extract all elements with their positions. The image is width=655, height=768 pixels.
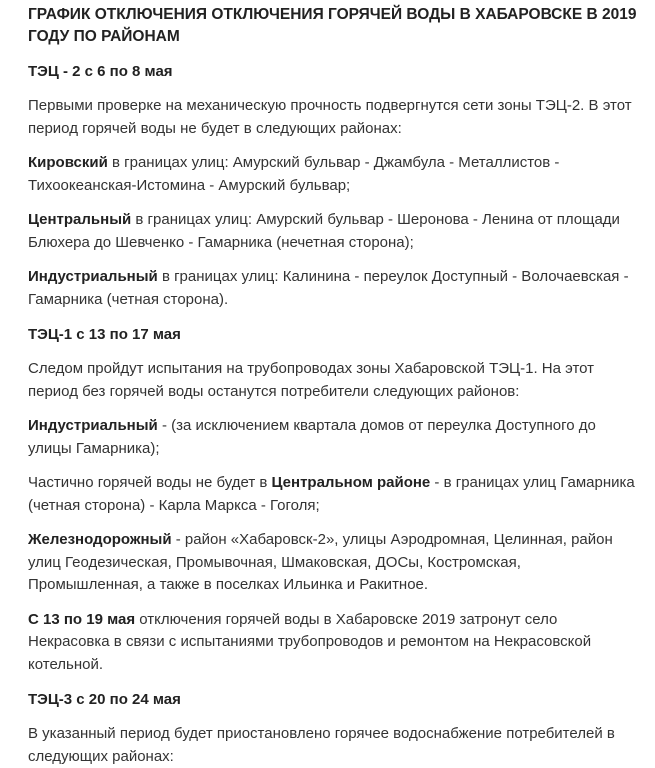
paragraph-industrial bbox=[28, 266, 637, 311]
paragraph-central-partial bbox=[28, 472, 637, 517]
section-heading-tec2: ТЭЦ - 2 с 6 по 8 мая bbox=[28, 63, 173, 80]
paragraph-kirov bbox=[28, 152, 637, 197]
district-kirov-text: в границах улиц: Амурский бульвар - Джамбула - Металлистов - Тихоокеанская-Истомина - Амурский бульвар; bbox=[28, 154, 560, 194]
section-heading-tec3: ТЭЦ-3 с 20 по 24 мая bbox=[28, 691, 181, 708]
district-kirov: Кировский bbox=[28, 154, 108, 171]
section-heading-tec1: ТЭЦ-1 с 13 по 17 мая bbox=[28, 326, 181, 343]
district-railway: Железнодорожный bbox=[28, 531, 172, 548]
district-industrial-text: в границах улиц: Калинина - переулок Доступный - Волочаевская - Гамарника (четная сторона). bbox=[28, 268, 629, 308]
central-partial-text: - в границах улиц Гамарника (четная сторона) - Карла Маркса - Гоголя; bbox=[28, 474, 635, 514]
nekrasovka-dates: С 13 по 19 мая bbox=[28, 610, 136, 628]
paragraph-nekrasovka bbox=[28, 609, 637, 677]
paragraph-tec3-intro: В указанный период будет приостановлено горячее водоснабжение потребителей в следующих районах: bbox=[28, 725, 615, 765]
district-railway-text: - район «Хабаровск-2», улицы Аэродромная, Целинная, район улиц Геодезическая, Промывочная, Шмаковская, ДОСы, Костромская, Промышленная, а также в поселках Ильинка и Ракитное. bbox=[28, 531, 613, 593]
paragraph-industrial-2 bbox=[28, 415, 637, 460]
central-partial-pre: Частично горячей воды не будет в bbox=[28, 474, 272, 491]
district-industrial-2-text: - (за исключением квартала домов от переулка Доступного до улицы Гамарника); bbox=[28, 417, 596, 457]
paragraph-railway bbox=[28, 529, 637, 597]
page-title: ГРАФИК ОТКЛЮЧЕНИЯ ОТКЛЮЧЕНИЯ ГОРЯЧЕЙ ВОДЫ В ХАБАРОВСКЕ В 2019 ГОДУ ПО РАЙОНАМ bbox=[28, 6, 637, 45]
district-industrial: Индустриальный bbox=[28, 268, 158, 285]
paragraph-central bbox=[28, 209, 637, 254]
district-central-text: в границах улиц: Амурский бульвар - Шеронова - Ленина от площади Блюхера до Шевченко - Гамарника (нечетная сторона); bbox=[28, 211, 620, 251]
district-industrial-2: Индустриальный bbox=[28, 417, 158, 434]
paragraph-tec2-intro: Первыми проверке на механическую прочность подвергнутся сети зоны ТЭЦ-2. В этот период горячей воды не будет в следующих районах: bbox=[28, 97, 632, 137]
district-central: Центральный bbox=[28, 211, 132, 228]
district-central-2: Центральном районе bbox=[271, 474, 431, 491]
paragraph-tec1-intro: Следом пройдут испытания на трубопроводах зоны Хабаровской ТЭЦ-1. На этот период без горячей воды останутся потребители следующих районов: bbox=[28, 360, 595, 400]
nekrasovka-text: отключения горячей воды в Хабаровске 2019 затронут село Некрасовка в связи с испытаниями трубопроводов и ремонтом на Некрасовской котельной. bbox=[28, 610, 592, 673]
